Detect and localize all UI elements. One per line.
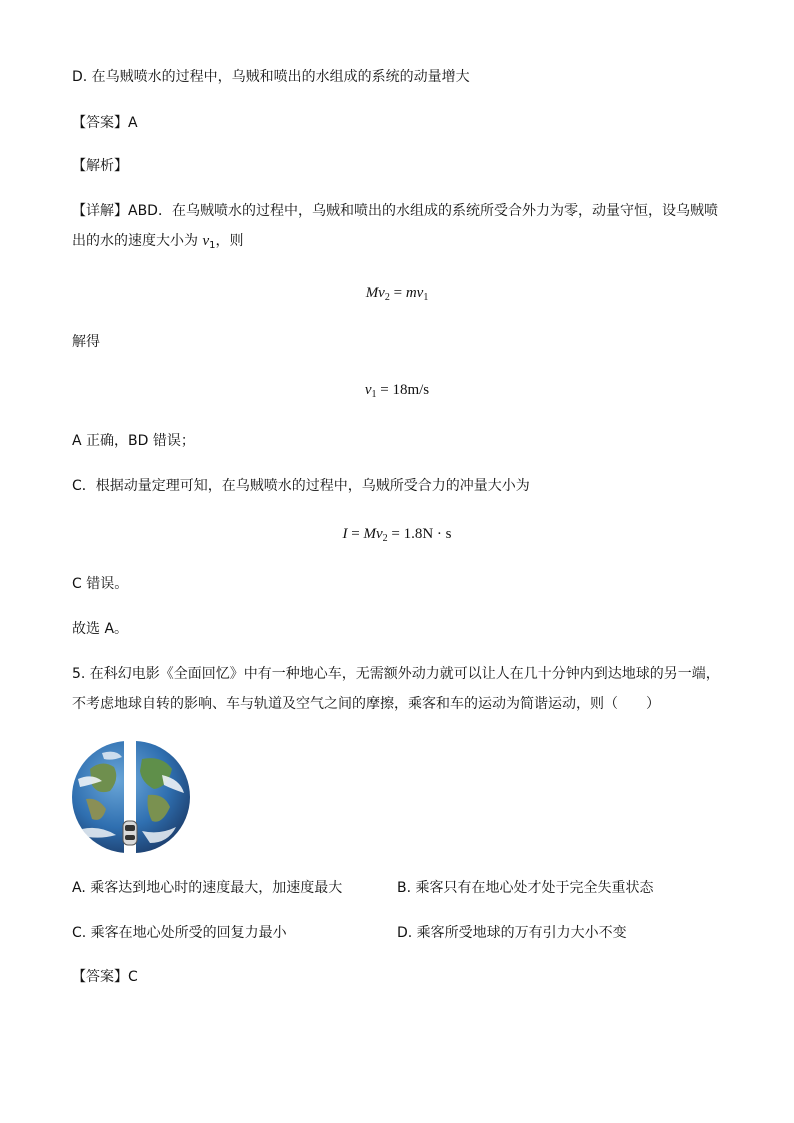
option-a: A. 乘客达到地心时的速度最大，加速度最大 (72, 880, 343, 896)
tunnel-car-icon (123, 821, 137, 845)
a-correct-line: A 正确，BD 错误； (72, 433, 195, 449)
eq3-mid: Mv (363, 526, 383, 542)
eq1-lhs-sub: 2 (384, 292, 390, 303)
detail-line-2-text: 出的水的速度大小为 (72, 233, 203, 249)
eq3-lhs: I (342, 526, 348, 542)
equation-velocity (0, 378, 794, 402)
eq3-equals: = (347, 526, 364, 542)
equation-momentum (0, 281, 794, 305)
equation-impulse (0, 522, 794, 546)
eq3-rest: = 1.8N · s (387, 526, 452, 542)
option-d: D. 乘客所受地球的万有引力大小不变 (397, 925, 627, 941)
eq2-rest: = 18m/s (376, 382, 430, 398)
detail-line-2 (72, 231, 244, 251)
question-5-line-2: 不考虑地球自转的影响、车与轨道及空气之间的摩擦，乘客和车的运动为简谐运动，则（ ） (72, 696, 660, 712)
c-wrong-line: C 错误。 (72, 576, 129, 592)
option-b: B. 乘客只有在地心处才处于完全失重状态 (397, 880, 654, 896)
option-c: C. 乘客在地心处所受的回复力最小 (72, 925, 287, 941)
choose-line: 故选 A。 (72, 621, 129, 637)
answer-label-q5: 【答案】C (72, 969, 138, 985)
c-intro-line: C．根据动量定理可知，在乌贼喷水的过程中，乌贼所受合力的冲量大小为 (72, 478, 530, 494)
analysis-label: 【解析】 (72, 158, 128, 174)
eq2-sub: 1 (371, 389, 377, 400)
solve-label: 解得 (72, 334, 100, 350)
earth-globe-with-tunnel-car-icon (72, 739, 190, 855)
question-5-line-1: 5. 在科幻电影《全面回忆》中有一种地心车，无需额外动力就可以让人在几十分钟内到达地球的另一端， (72, 666, 720, 682)
eq1-equals: = (389, 285, 406, 301)
detail-line-2-tail: ，则 (215, 233, 244, 249)
eq1-rhs-sub: 1 (423, 292, 429, 303)
eq2-var: v (364, 382, 372, 398)
eq1-rhs: mv (405, 285, 424, 301)
velocity-var: v (202, 233, 210, 249)
option-d-prev: D. 在乌贼喷水的过程中，乌贼和喷出的水组成的系统的动量增大 (72, 69, 470, 85)
eq1-lhs: Mv (365, 285, 385, 301)
eq3-mid-sub: 2 (382, 533, 388, 544)
answer-label-prev: 【答案】A (72, 115, 138, 131)
velocity-sub: 1 (209, 240, 216, 251)
detail-line-1: 【详解】ABD．在乌贼喷水的过程中，乌贼和喷出的水组成的系统所受合外力为零，动量守恒，设乌贼喷 (72, 203, 718, 219)
